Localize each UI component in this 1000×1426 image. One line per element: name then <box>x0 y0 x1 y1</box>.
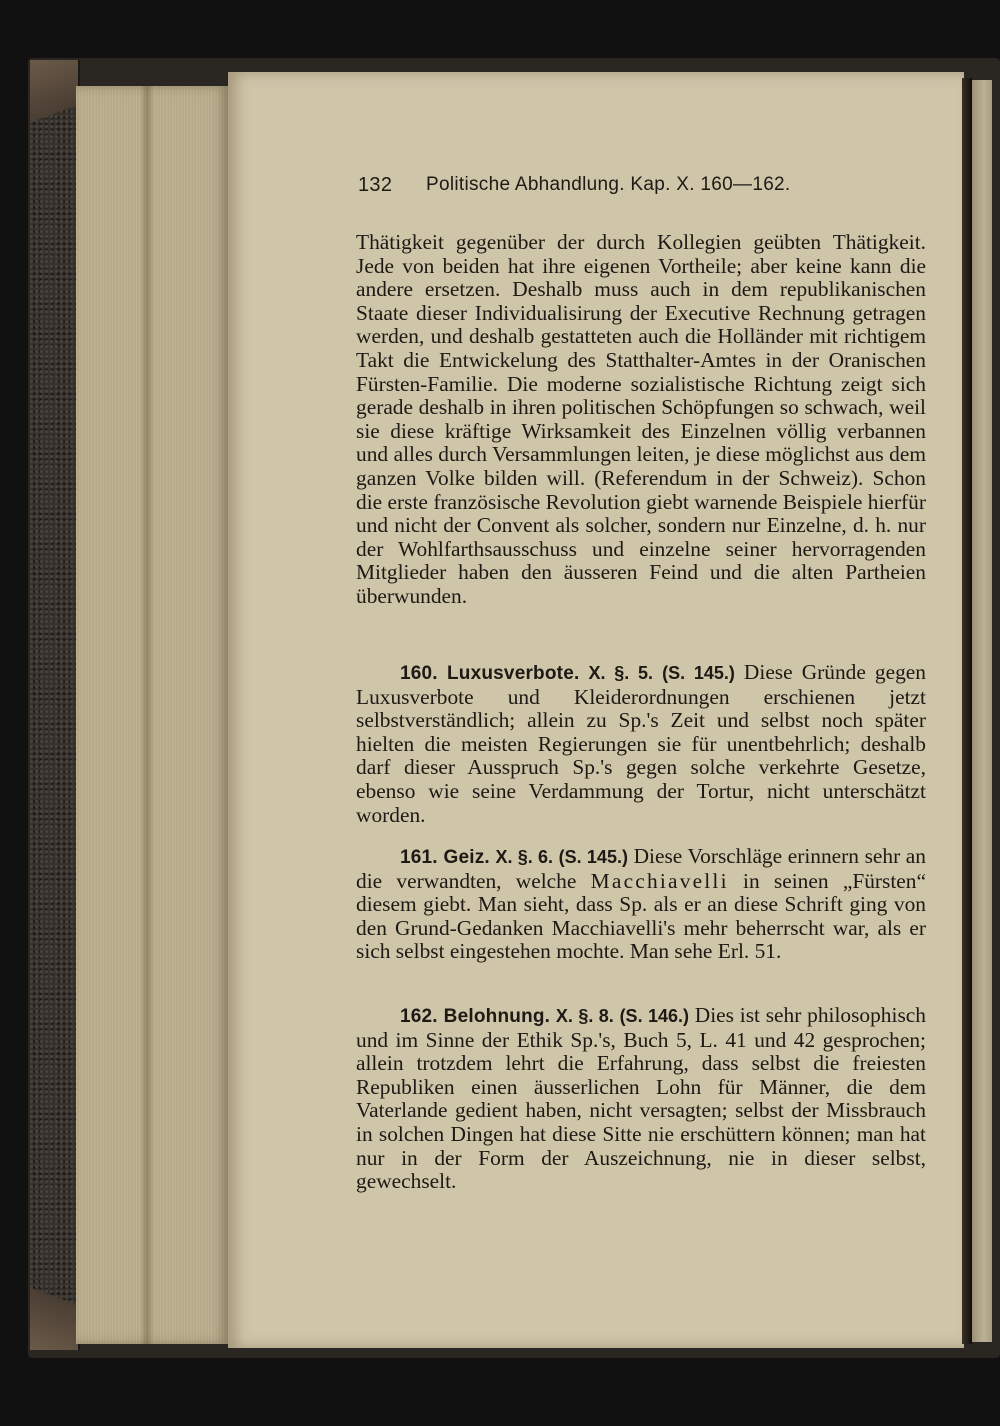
section-page-reference: (S. 145.) <box>558 847 628 867</box>
section-text: Diese Gründe gegen Luxusverbote und Kleiderordnungen erschienen jetzt selbstverständlich; allein zu Sp.'s Zeit und selbst noch später hielten die meisten Regierungen sie für unentbehrlich; deshalb darf dieser Ausspruch Sp.'s gegen solche verkehrte Gesetze, ebenso wie seine Verdammung der Tortur, nicht unterschätzt worden. <box>356 660 926 827</box>
section-162 <box>356 1004 926 1194</box>
section-reference: X. §. 8. <box>555 1006 614 1026</box>
cover-corner-top <box>30 60 78 180</box>
spaced-name: Macchiavelli <box>590 868 729 893</box>
cover-board <box>30 60 80 1350</box>
section-text: Diese Vorschläge erinnern sehr an die verwandten, welche <box>356 844 926 893</box>
section-page-reference: (S. 146.) <box>619 1006 690 1026</box>
page-number: 132 <box>358 174 393 196</box>
section-reference: X. §. 5. <box>588 663 654 683</box>
running-header <box>358 174 924 204</box>
page-edges-shadow <box>140 86 154 1344</box>
section-heading: 160. Luxusverbote. <box>400 663 580 684</box>
book-gutter <box>962 78 972 1344</box>
section-heading: 162. Belohnung. <box>400 1006 551 1027</box>
paragraph-continued: Thätigkeit gegenüber der durch Kollegien geübten Thätigkeit. Jede von beiden hat ihre eigenen Vortheile; aber keine kann die andere ersetzen. Deshalb muss auch in dem republikanischen Staate dieser Individualisirung der Executive Rechnung getragen werden, und deshalb gestatteten auch die Holländer mit richtigem Takt die Entwickelung des Statthalter-Amtes in der Oranischen Fürsten-Familie. Die moderne sozialistische Richtung zeigt sich gerade deshalb in ihren politischen Schöpfungen so schwach, weil sie diese kräftige Wirksamkeit des Einzelnen völlig verbannen und alles durch Versammlungen leiten, je diese möglichst aus dem ganzen Volke bilden will. (Referendum in der Schweiz). Schon die erste französische Revolution giebt warnende Beispiele hierfür und nicht der Convent als solcher, sondern nur Einzelne, d. h. nur der Wohlfarthsausschuss und einzelne seiner hervorragenden Mitglieder haben den äusseren Feind und die alten Partheien überwunden. <box>356 230 926 608</box>
section-text-continued: in seinen „Fürsten“ diesem giebt. Man sieht, dass Sp. als er an diese Schrift ging von den Grund-Gedanken Macchiavelli's mehr beherrscht war, als er sich selbst eingestehen mochte. Man sehe Erl. 51. <box>356 868 926 964</box>
section-reference: X. §. 6. <box>495 847 554 867</box>
section-161 <box>356 845 926 964</box>
running-title: Politische Abhandlung. Kap. X. 160—162. <box>426 174 791 195</box>
section-160 <box>356 661 926 827</box>
next-page-edge <box>972 80 992 1342</box>
section-text: Dies ist sehr philosophisch und im Sinne der Ethik Sp.'s, Buch 5, L. 41 und 42 gesprochen; allein trotzdem lehrt die Erfahrung, dass selbst die freiesten Republiken einen äusserlichen Lohn für Männer, die dem Vaterlande gedient haben, nicht versagten; selbst der Missbrauch in solchen Dingen hat diese Sitte nie erschüttern können; man hat nur in der Form der Auszeichnung, nie in dieser selbst, gewechselt. <box>356 1003 926 1194</box>
section-heading: 161. Geiz. <box>400 847 490 868</box>
section-page-reference: (S. 145.) <box>662 663 735 683</box>
cover-corner-bottom <box>30 1230 78 1350</box>
